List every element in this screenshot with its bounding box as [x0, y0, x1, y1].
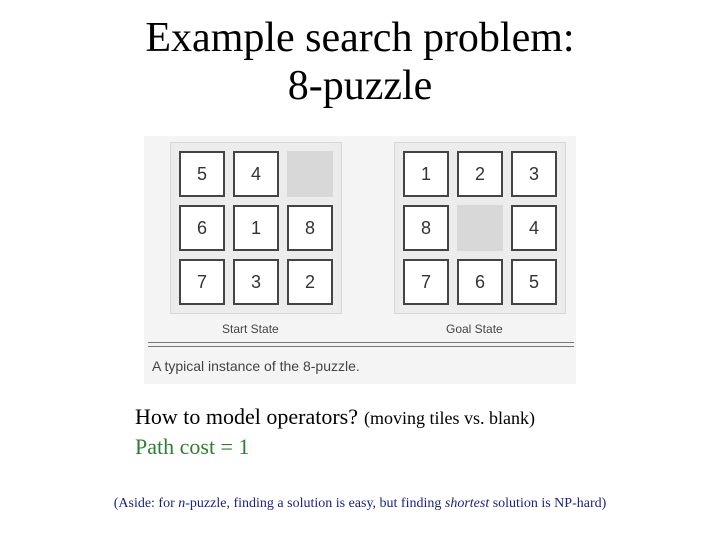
aside-middle: -puzzle, finding a solution is easy, but finding — [185, 496, 445, 511]
divider-rule-top — [148, 342, 574, 343]
goal-tile-7: 7 — [403, 259, 449, 305]
operators-question-note: (moving tiles vs. blank) — [364, 408, 535, 428]
start-state-label: Start State — [222, 322, 279, 336]
start-tile-7: 7 — [179, 259, 225, 305]
divider-rule-bottom — [148, 346, 574, 347]
start-tile-6: 6 — [179, 205, 225, 251]
goal-tile-3: 3 — [511, 151, 557, 197]
title-line-2: 8-puzzle — [287, 63, 433, 109]
title-line-1: Example search problem: — [145, 15, 575, 61]
slide-title — [0, 14, 720, 110]
aside-suffix: solution is NP-hard) — [489, 496, 607, 511]
goal-tile-2: 2 — [457, 151, 503, 197]
goal-state-grid — [394, 142, 566, 314]
aside-note — [0, 496, 720, 512]
path-cost-text: Path cost = 1 — [135, 434, 250, 459]
goal-tile-4: 4 — [511, 205, 557, 251]
start-tile-8: 8 — [287, 205, 333, 251]
operators-question-text: How to model operators? — [135, 404, 358, 429]
goal-blank-tile — [457, 205, 503, 251]
puzzle-figure — [144, 136, 576, 384]
figure-caption: A typical instance of the 8-puzzle. — [152, 358, 360, 374]
start-tile-3: 3 — [233, 259, 279, 305]
start-blank-tile — [287, 151, 333, 197]
start-tile-2: 2 — [287, 259, 333, 305]
goal-tile-5: 5 — [511, 259, 557, 305]
goal-state-label: Goal State — [446, 322, 503, 336]
start-tile-1: 1 — [233, 205, 279, 251]
start-state-grid — [170, 142, 342, 314]
goal-tile-1: 1 — [403, 151, 449, 197]
operators-question — [135, 404, 535, 430]
start-tile-5: 5 — [179, 151, 225, 197]
aside-n-italic: n — [178, 496, 186, 511]
aside-shortest-italic: shortest — [444, 496, 490, 511]
goal-tile-8: 8 — [403, 205, 449, 251]
goal-tile-6: 6 — [457, 259, 503, 305]
aside-prefix: (Aside: for — [113, 496, 179, 511]
start-tile-4: 4 — [233, 151, 279, 197]
